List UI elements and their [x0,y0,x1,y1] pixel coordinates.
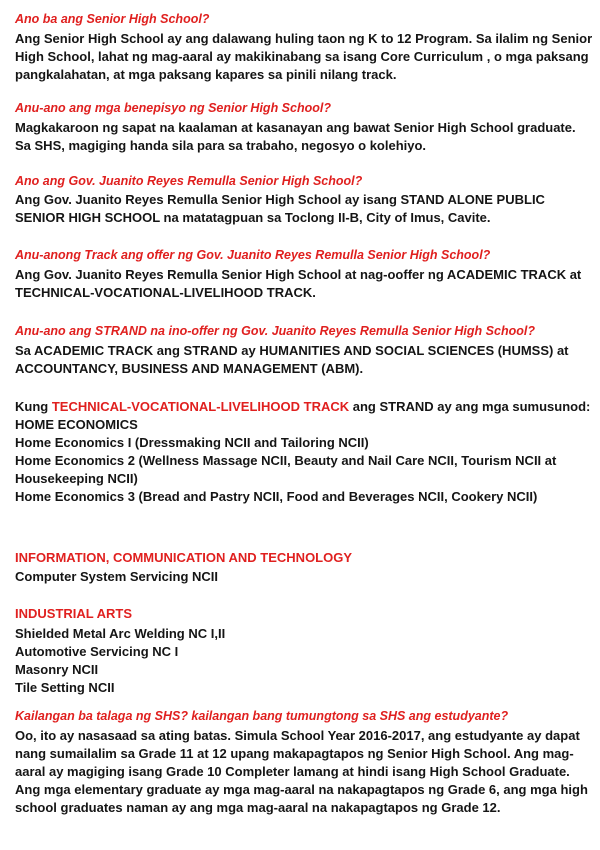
faq-question-5: Anu-ano ang STRAND na ino-offer ng Gov. Juanito Reyes Remulla Senior High School? [15,324,535,338]
home-economics-item: Home Economics 2 (Wellness Massage NCII, Beauty and Nail Care NCII, Tourism NCII at Housekeeping NCII) [15,453,557,486]
faq-answer-3: Ang Gov. Juanito Reyes Remulla Senior High School ay isang STAND ALONE PUBLIC SENIOR HIGH SCHOOL na matatagpuan sa Toclong II-B, City of Imus, Cavite. [15,192,545,225]
tvl-intro [15,398,593,416]
faq-question-final: Kailangan ba talaga ng SHS? kailangan bang tumungtong sa SHS ang estudyante? [15,709,509,723]
faq-answer-2: Magkakaroon ng sapat na kaalaman at kasanayan ang bawat Senior High School graduate. Sa SHS, magiging handa sila para sa trabaho, negosyo o kolehiyo. [15,120,576,153]
industrial-arts-title: INDUSTRIAL ARTS [15,606,132,621]
home-economics-item: Home Economics 3 (Bread and Pastry NCII, Food and Beverages NCII, Cookery NCII) [15,489,538,504]
tvl-intro-after: ang STRAND ay ang mga sumusunod: [349,399,591,414]
ict-title: INFORMATION, COMMUNICATION AND TECHNOLOGY [15,550,353,565]
ict-item: Computer System Servicing NCII [15,569,218,584]
faq-answer-4: Ang Gov. Juanito Reyes Remulla Senior High School at nag-ooffer ng ACADEMIC TRACK at TECHNICAL-VOCATIONAL-LIVELIHOOD TRACK. [15,267,582,300]
industrial-arts-list [15,625,593,697]
faq-question-2: Anu-ano ang mga benepisyo ng Senior High School? [15,101,331,115]
industrial-arts-item: Masonry NCII [15,662,99,677]
home-economics-title: HOME ECONOMICS [15,417,138,432]
tvl-intro-highlight: TECHNICAL-VOCATIONAL-LIVELIHOOD TRACK [51,399,350,414]
faq-question-1: Ano ba ang Senior High School? [15,12,210,26]
industrial-arts-item: Automotive Servicing NC I [15,644,179,659]
tvl-intro-before: Kung [15,399,52,414]
industrial-arts-item: Shielded Metal Arc Welding NC I,II [15,626,226,641]
faq-answer-5: Sa ACADEMIC TRACK ang STRAND ay HUMANITIES AND SOCIAL SCIENCES (HUMSS) at ACCOUNTANCY, BUSINESS AND MANAGEMENT (ABM). [15,343,569,376]
faq-question-3: Ano ang Gov. Juanito Reyes Remulla Senior High School? [15,174,363,188]
home-economics-item: Home Economics I (Dressmaking NCII and Tailoring NCII) [15,435,369,450]
faq-answer-1: Ang Senior High School ay ang dalawang huling taon ng K to 12 Program. Sa ilalim ng Senior High School, lahat ng mag-aaral ay makikinabang sa isang Core Curriculum , o mga paksang pangkalahatan, at mga paksang kapares sa pinili nilang track. [15,31,593,82]
tvl-section [15,398,593,506]
industrial-arts-item: Tile Setting NCII [15,680,115,695]
faq-question-4: Anu-anong Track ang offer ng Gov. Juanito Reyes Remulla Senior High School? [15,248,491,262]
faq-answer-final: Oo, ito ay nasasaad sa ating batas. Simula School Year 2016-2017, ang estudyante ay dapat nang sumailalim sa Grade 11 at 12 upang makapagtapos ng Senior High School. Ang mag-aaral ay magiging isang Grade 10 Completer lamang at hindi isang High School Graduate. Ang mga elementary graduate ay mga mag-aaral na nakapagtapos ng Grade 6, ang mga high school graduates naman ay ang mga mag-aaral na nakapagtapos ng Grade 12. [15,728,588,815]
